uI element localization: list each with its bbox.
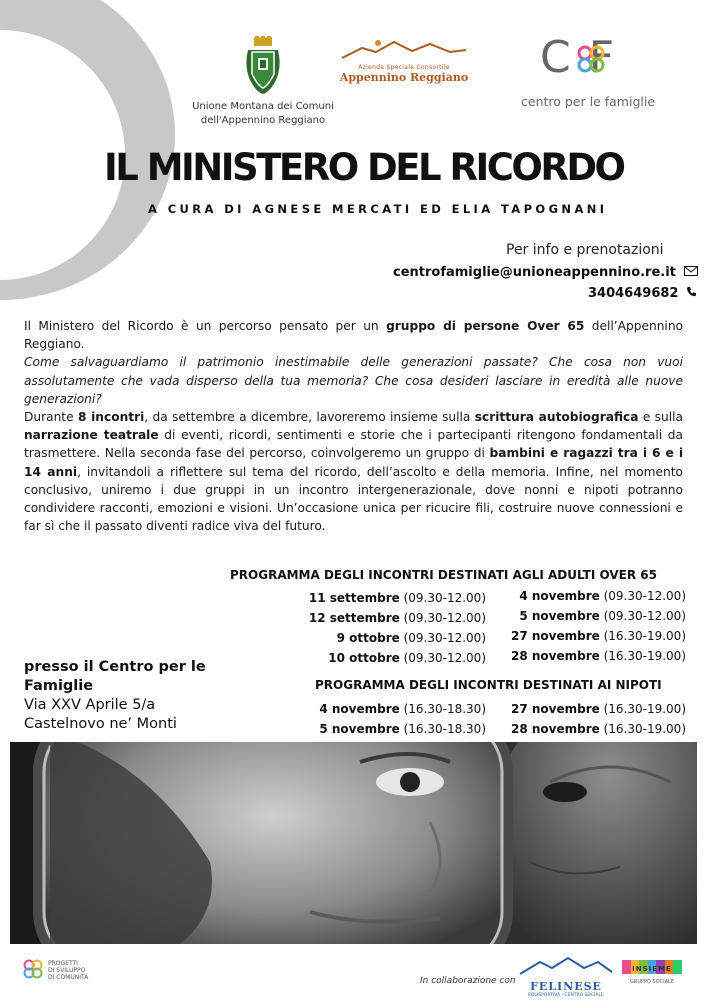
collab-label: In collaborazione con xyxy=(420,976,516,986)
program-adults-left xyxy=(260,588,486,668)
questions-text: Come salvaguardiamo il patrimonio inestimabile delle generazioni passate? Che cosa non vuoi assolutamente che vada disperso della tua memoria? Che cosa desideri lasciare in eredità alle nuove generazioni? xyxy=(24,355,683,406)
azienda-subtitle: Azienda Speciale Consortile xyxy=(358,64,450,71)
unione-coat-of-arms-logo xyxy=(240,36,286,98)
schedule-time: (09.30-12.00) xyxy=(403,611,486,625)
cf-subtitle: centro per le famiglie xyxy=(521,94,656,109)
details-c: , da settembre a dicembre, lavoreremo insieme sulla xyxy=(144,410,475,425)
schedule-row xyxy=(260,608,486,628)
insieme-name: INSIEME xyxy=(632,965,672,973)
schedule-date: 28 novembre xyxy=(510,649,600,663)
details-d: scrittura autobiografica xyxy=(474,410,639,425)
insieme-logo xyxy=(622,958,682,992)
venue xyxy=(24,658,224,734)
intro-text-b: gruppo di persone Over 65 xyxy=(386,319,585,333)
schedule-date: 27 novembre xyxy=(510,702,600,716)
schedule-date: 4 novembre xyxy=(519,589,600,603)
intro-text-a: Il Ministero del Ricordo è un percorso pensato per un xyxy=(24,319,387,333)
schedule-date: 10 ottobre xyxy=(328,651,400,665)
paragraph-questions xyxy=(24,353,683,408)
schedule-row xyxy=(260,648,486,668)
contact-email[interactable]: centrofamiglie@unioneappennino.re.it xyxy=(393,265,676,280)
azienda-name: Appennino Reggiano xyxy=(339,71,469,84)
paragraph-intro xyxy=(24,317,683,353)
psc-flower-icon xyxy=(22,958,44,980)
contact-phone[interactable]: 3404649682 xyxy=(588,286,679,301)
description xyxy=(24,317,683,535)
details-h: bambini e ragazzi tra i 6 e i 14 anni xyxy=(24,446,683,479)
schedule-row xyxy=(486,606,686,626)
psc-line1: PROGETTI xyxy=(48,960,78,967)
contact-email-row xyxy=(393,265,698,280)
schedule-date: 9 ottobre xyxy=(336,631,400,645)
psc-line2: DI SVILUPPO xyxy=(48,967,86,974)
schedule-time: (09.30-12.00) xyxy=(403,631,486,645)
program-kids-left xyxy=(280,699,486,739)
page-title: IL MINISTERO DEL RICORDO xyxy=(104,146,624,189)
schedule-date: 12 settembre xyxy=(308,611,400,625)
program-adults-right xyxy=(486,586,686,666)
schedule-date: 27 novembre xyxy=(510,629,600,643)
schedule-time: (16.30-19.00) xyxy=(603,649,686,663)
schedule-date: 11 settembre xyxy=(308,591,400,605)
schedule-time: (16.30-19.00) xyxy=(603,629,686,643)
schedule-row xyxy=(260,588,486,608)
felinese-subtitle: POLISPORTIVA · CENTRO SOCIALE xyxy=(528,993,604,998)
felinese-mountain-icon xyxy=(518,956,614,976)
cf-logo-letters: C F xyxy=(540,32,617,83)
schedule-date: 4 novembre xyxy=(319,702,400,716)
details-e: e sulla xyxy=(638,410,683,425)
venue-line2: Famiglie xyxy=(24,678,94,694)
felinese-logo xyxy=(518,956,614,998)
schedule-date: 28 novembre xyxy=(510,722,600,736)
schedule-row xyxy=(486,719,686,739)
schedule-time: (09.30-12.00) xyxy=(403,651,486,665)
page-subtitle: A CURA DI AGNESE MERCATI ED ELIA TAPOGNANI xyxy=(148,202,608,216)
schedule-time: (16.30-19.00) xyxy=(603,722,686,736)
intro-text-c: dell’Appennino Reggiano. xyxy=(24,319,683,352)
psc-text xyxy=(48,960,88,981)
schedule-date: 5 novembre xyxy=(519,609,600,623)
centro-famiglie-logo xyxy=(540,32,660,84)
details-a: Durante xyxy=(24,410,78,425)
schedule-time: (09.30-12.00) xyxy=(603,589,686,603)
details-f: narrazione teatrale xyxy=(24,428,159,443)
schedule-row xyxy=(486,586,686,606)
contact-phone-row xyxy=(588,286,697,301)
psc-line3: DI COMUNITÀ xyxy=(48,974,89,981)
unione-name-line1: Unione Montana dei Comuni xyxy=(192,101,334,112)
schedule-time: (09.30-12.00) xyxy=(403,591,486,605)
contact-label: Per info e prenotazioni xyxy=(506,242,664,258)
program-kids-heading: PROGRAMMA DEGLI INCONTRI DESTINATI AI NIPOTI xyxy=(315,678,662,692)
schedule-time: (16.30-18.30) xyxy=(403,702,486,716)
program-kids-right xyxy=(486,699,686,739)
appennino-reggiano-logo xyxy=(338,38,470,84)
felinese-name: FELINESE xyxy=(530,980,602,993)
paragraph-details xyxy=(24,408,683,535)
schedule-row xyxy=(486,646,686,666)
schedule-row xyxy=(280,699,486,719)
venue-city: Castelnovo ne’ Monti xyxy=(24,716,177,732)
unione-name-line2: dell'Appennino Reggiano xyxy=(200,115,326,126)
schedule-time: (16.30-18.30) xyxy=(403,722,486,736)
details-g: di eventi, ricordi, sentimenti e storie che i partecipanti ritengono fondamentali da trasmettere. Nella seconda fase del percorso, coinvolgeremo un gruppo di xyxy=(24,428,683,461)
psc-logo xyxy=(22,958,44,984)
details-b: 8 incontri xyxy=(77,410,145,425)
insieme-subtitle: GRUPPO SOCIALE xyxy=(629,979,674,985)
schedule-date: 5 novembre xyxy=(319,722,400,736)
flower-icon xyxy=(576,44,606,74)
phone-icon xyxy=(686,286,697,297)
schedule-time: (09.30-12.00) xyxy=(603,609,686,623)
schedule-row xyxy=(280,719,486,739)
schedule-time: (16.30-19.00) xyxy=(603,702,686,716)
schedule-row xyxy=(486,626,686,646)
schedule-row xyxy=(260,628,486,648)
venue-address: Via XXV Aprile 5/a xyxy=(24,697,156,713)
schedule-row xyxy=(486,699,686,719)
program-adults-heading: PROGRAMMA DEGLI INCONTRI DESTINATI AGLI ADULTI OVER 65 xyxy=(230,568,657,582)
venue-line1: presso il Centro per le xyxy=(24,659,206,675)
portrait-photo xyxy=(10,742,697,944)
mountains-icon xyxy=(338,38,470,60)
details-i: , invitandoli a riflettere sul tema del ricordo, dell’ascolto e della memoria. Infine, nel momento conclusivo, uniremo i due gruppi in un incontro intergenerazionale, dove nonni e nipoti potranno condividere racconti, emozioni e visioni. Un’occasione unica per ricucire fili, costruire nuove connessioni e far sì che il passato diventi radice viva del futuro. xyxy=(24,464,683,534)
unione-name xyxy=(190,100,336,128)
mail-icon xyxy=(684,266,698,276)
